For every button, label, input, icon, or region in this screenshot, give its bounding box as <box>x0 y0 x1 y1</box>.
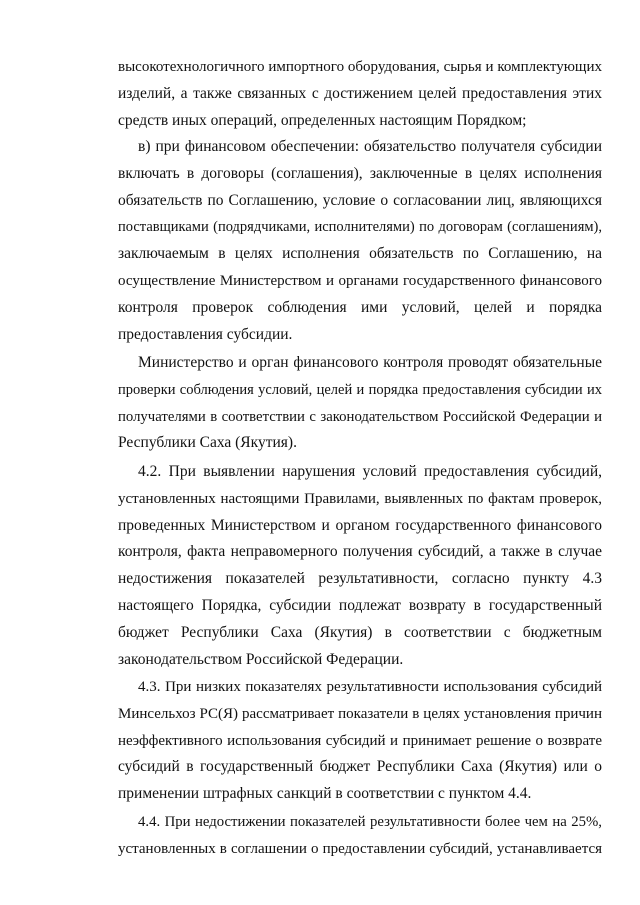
text-line: проведенных Министерством и органом государственного финансового <box>118 516 602 534</box>
text-line: высокотехнологичного импортного оборудования, сырья и комплектующих <box>118 59 602 75</box>
text-line: субсидий в государственный бюджет Республики Саха (Якутия) или о <box>118 758 602 776</box>
text-line: в) при финансовом обеспечении: обязательство получателя субсидии <box>138 138 602 155</box>
text-line: установленных в соглашении о предоставлении субсидий, устанавливается <box>118 840 602 857</box>
text-line: средств иных операций, определенных настоящим Порядком; <box>118 111 527 129</box>
text-line: проверки соблюдения условий, целей и порядка предоставления субсидии их <box>118 381 602 398</box>
text-line: применении штрафных санкций в соответствии с пунктом 4.4. <box>118 785 532 803</box>
text-line: настоящего Порядка, субсидии подлежат возврату в государственный <box>118 596 602 614</box>
paragraph-continuation <box>118 54 602 134</box>
text-line: изделий, а также связанных с достижением целей предоставления этих <box>118 84 602 102</box>
paragraph-financial-support <box>118 134 602 348</box>
text-line: законодательством Российской Федерации. <box>118 650 404 668</box>
text-line: контроля, факта неправомерного получения субсидий, а также в случае <box>118 543 602 561</box>
text-line: 4.3. При низких показателях результативности использования субсидий <box>138 679 602 695</box>
text-line: 4.4. При недостижении показателей результативности более чем на 25%, <box>138 814 602 830</box>
text-line: получателями в соответствии с законодательством Российской Федерации и <box>118 408 602 425</box>
paragraph-4-3 <box>118 674 602 808</box>
text-line: контроля проверок соблюдения ими условий, целей и порядка <box>118 298 602 316</box>
text-line: предоставления субсидии. <box>118 325 293 343</box>
text-line: бюджет Республики Саха (Якутия) в соответствии с бюджетным <box>118 623 602 641</box>
text-line: заключаемым в целях исполнения обязательств по Соглашению, на <box>118 245 602 263</box>
paragraph-ministry-checks <box>118 350 602 457</box>
text-line: Республики Саха (Якутия). <box>118 434 297 452</box>
text-line: Министерство и орган финансового контроля проводят обязательные <box>138 354 602 371</box>
paragraph-4-2 <box>118 459 602 673</box>
text-line: включать в договоры (соглашения), заключенные в целях исполнения <box>118 164 602 182</box>
text-line: недостижения показателей результативности, согласно пункту 4.3 <box>118 570 602 588</box>
text-line: обязательств по Соглашению, условие о согласовании лиц, являющихся <box>118 191 602 209</box>
paragraph-4-4 <box>118 809 602 863</box>
text-line: осуществление Министерством и органами государственного финансового <box>118 272 602 289</box>
text-line: установленных настоящими Правилами, выявленных по фактам проверок, <box>118 490 602 507</box>
text-line: неэффективного использования субсидий и принимает решение о возврате <box>118 732 602 749</box>
text-line: 4.2. При выявлении нарушения условий предоставления субсидий, <box>138 463 602 480</box>
text-line: поставщиками (подрядчиками, исполнителями) по договорам (соглашениям), <box>118 219 602 236</box>
text-line: Минсельхоз РС(Я) рассматривает показатели в целях установления причин <box>118 705 602 722</box>
